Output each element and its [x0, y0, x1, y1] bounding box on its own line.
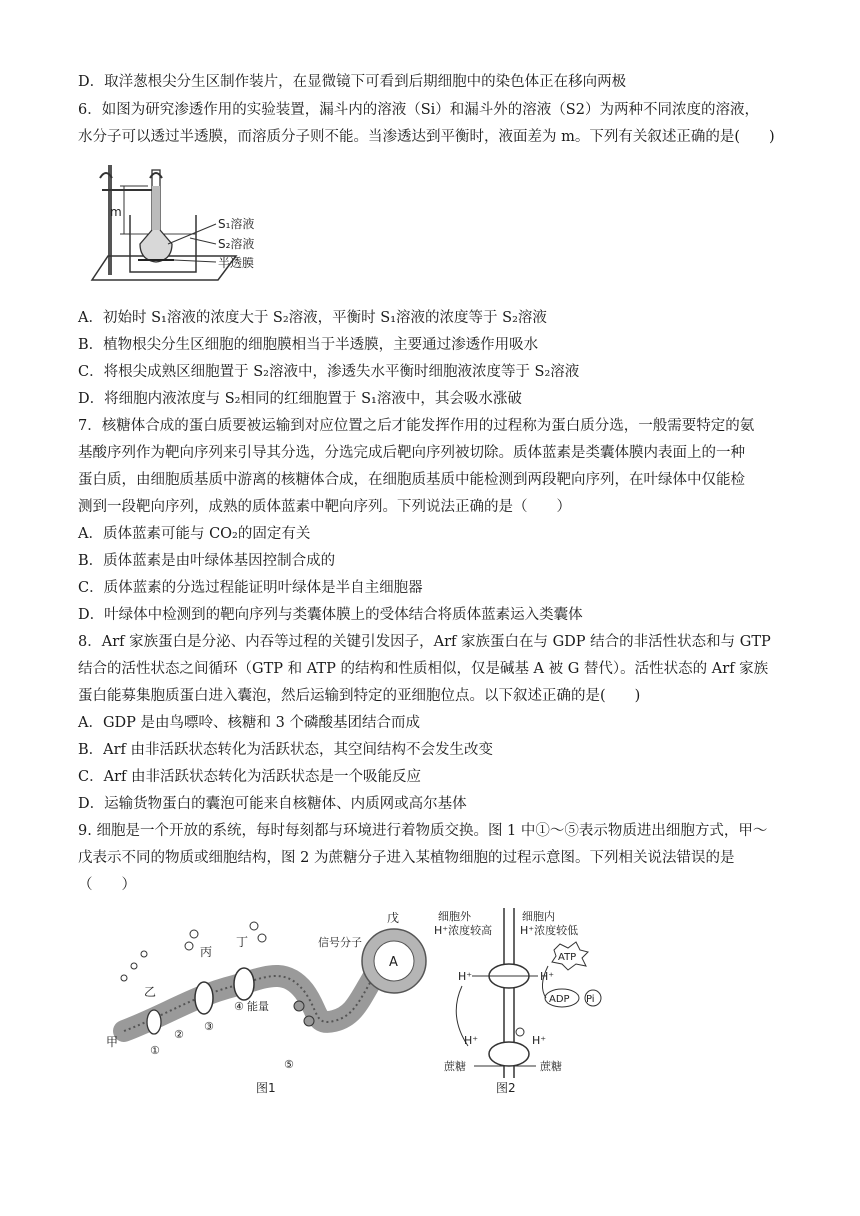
membrane-transport-diagram [104, 906, 434, 1096]
q7-option-c: C．质体蓝素的分选过程能证明叶绿体是半自主细胞器 [78, 580, 423, 596]
label-jia: 甲 [106, 1035, 119, 1049]
label-n3: ③ [204, 1020, 214, 1033]
q6-option-b: B．植物根尖分生区细胞的细胞膜相当于半透膜，主要通过渗透作用吸水 [78, 337, 539, 353]
protein-ding [234, 968, 254, 1000]
q6-stem-line-1: 6．如图为研究渗透作用的实验装置，漏斗内的溶液（Si）和漏斗外的溶液（S2）为两种不同浓度的溶液， [78, 102, 759, 118]
osmosis-apparatus-figure [86, 160, 286, 290]
particle [141, 951, 147, 957]
membrane-leader [174, 260, 216, 262]
label-signal: 信号分子 [318, 936, 362, 949]
cotransporter-marker [516, 1028, 524, 1036]
sucrose-cotransporter [489, 1042, 529, 1066]
q9-stem-line-1: 9. 细胞是一个开放的系统，每时每刻都与环境进行着物质交换。图 1 中①～⑤表示物质进出细胞方式，甲～ [78, 823, 768, 839]
q9-stem-line-3: （ ） [78, 877, 136, 893]
h-out-2: H⁺ [464, 1034, 479, 1047]
particle [121, 975, 127, 981]
outside-h-high: H⁺浓度较高 [434, 924, 493, 937]
figure-1-membrane-transport [104, 906, 434, 1096]
label-n5: ⑤ [284, 1058, 294, 1071]
label-n4: ④ [234, 1000, 244, 1013]
particle [131, 963, 137, 969]
s2-leader [190, 238, 216, 244]
label-ding: 丁 [236, 935, 249, 949]
particle [294, 1001, 304, 1011]
q7-option-d: D．叶绿体中检测到的靶向序列与类囊体膜上的受体结合将质体蓝素运入类囊体 [78, 607, 583, 623]
label-bing: 丙 [200, 945, 213, 959]
figure-1-caption: 图1 [256, 1081, 276, 1095]
osmosis-apparatus-diagram [86, 160, 286, 290]
particle [304, 1016, 314, 1026]
sucrose-transport-diagram [428, 906, 618, 1096]
figure-2-caption: 图2 [496, 1081, 516, 1095]
q6-option-a: A．初始时 S₁溶液的浓度大于 S₂溶液，平衡时 S₁溶液的浓度等于 S₂溶液 [78, 310, 547, 326]
pi-label: Pi [586, 994, 595, 1005]
label-yi: 乙 [144, 985, 157, 999]
particle [258, 934, 266, 942]
stand-pole [108, 165, 112, 275]
label-a: A [389, 955, 398, 970]
q8-option-c: C．Arf 由非活跃状态转化为活跃状态是一个吸能反应 [78, 769, 421, 785]
q8-option-a: A．GDP 是由鸟嘌呤、核糖和 3 个磷酸基团结合而成 [78, 715, 420, 731]
inside-label: 细胞内 [522, 910, 555, 923]
q6-option-d: D．将细胞内液浓度与 S₂相同的红细胞置于 S₁溶液中，其会吸水涨破 [78, 391, 522, 407]
h-in-2: H⁺ [532, 1034, 547, 1047]
sucrose-in: 蔗糖 [540, 1060, 562, 1073]
label-n1: ① [150, 1044, 160, 1057]
funnel-liquid-column [152, 186, 160, 230]
particle [190, 930, 198, 938]
q7-stem-line-2: 基酸序列作为靶向序列来引导其分选，分选完成后靶向序列被切除。质体蓝素是类囊体膜内表面上的一种 [78, 445, 745, 461]
particle [185, 942, 193, 950]
q8-stem-line-1: 8．Arf 家族蛋白是分泌、内吞等过程的关键引发因子，Arf 家族蛋白在与 GDP 结合的非活性状态和与 GTP [78, 634, 771, 650]
q6-stem-line-2: 水分子可以透过半透膜，而溶质分子则不能。当渗透达到平衡时，液面差为 m。下列有关叙述正确的是( ) [78, 129, 775, 145]
s1-label: S₁溶液 [218, 217, 255, 231]
label-wu: 戊 [387, 911, 400, 925]
q5-option-d: D．取洋葱根尖分生区制作装片，在显微镜下可看到后期细胞中的染色体正在移向两极 [78, 74, 627, 90]
h-in-1: H⁺ [540, 970, 555, 983]
outside-label: 细胞外 [438, 910, 471, 923]
q8-stem-line-3: 蛋白能募集胞质蛋白进入囊泡，然后运输到特定的亚细胞位点。以下叙述正确的是( ) [78, 688, 641, 704]
label-n2: ② [174, 1028, 184, 1041]
protein-bing [195, 982, 213, 1014]
label-energy: 能量 [247, 1000, 269, 1013]
membrane-label: 半透膜 [218, 256, 255, 270]
q7-stem-line-1: 7．核糖体合成的蛋白质要被运输到对应位置之后才能发挥作用的过程称为蛋白质分选，一般需要特定的氨 [78, 418, 755, 434]
q7-stem-line-3: 蛋白质，由细胞质基质中游离的核糖体合成，在细胞质基质中能检测到两段靶向序列，在叶绿体中仅能检 [78, 472, 745, 488]
q6-option-c: C．将根尖成熟区细胞置于 S₂溶液中，渗透失水平衡时细胞液浓度等于 S₂溶液 [78, 364, 580, 380]
q9-stem-line-2: 戊表示不同的物质或细胞结构，图 2 为蔗糖分子进入某植物细胞的过程示意图。下列相关说法错误的是 [78, 850, 735, 866]
protein-yi [147, 1010, 161, 1034]
m-label: m [110, 205, 122, 219]
h-out-1: H⁺ [458, 970, 473, 983]
q8-stem-line-2: 结合的活性状态之间循环（GTP 和 ATP 的结构和性质相似，仅是碱基 A 被 G 替代）。活性状态的 Arf 家族 [78, 661, 769, 677]
q7-option-a: A．质体蓝素可能与 CO₂的固定有关 [78, 526, 311, 542]
figure-2-sucrose-transport [428, 906, 618, 1096]
atp-label: ATP [558, 952, 577, 963]
inside-h-low: H⁺浓度较低 [520, 924, 579, 937]
q8-option-b: B．Arf 由非活跃状态转化为活跃状态，其空间结构不会发生改变 [78, 742, 494, 758]
q7-stem-line-4: 测到一段靶向序列，成熟的质体蓝素中靶向序列。下列说法正确的是（ ） [78, 499, 571, 515]
sucrose-out: 蔗糖 [444, 1060, 466, 1073]
funnel-bulb [140, 230, 172, 262]
adp-label: ADP [549, 994, 570, 1005]
particle [250, 922, 258, 930]
s2-label: S₂溶液 [218, 237, 255, 251]
q7-option-b: B．质体蓝素是由叶绿体基因控制合成的 [78, 553, 336, 569]
q8-option-d: D．运输货物蛋白的囊泡可能来自核糖体、内质网或高尔基体 [78, 796, 467, 812]
